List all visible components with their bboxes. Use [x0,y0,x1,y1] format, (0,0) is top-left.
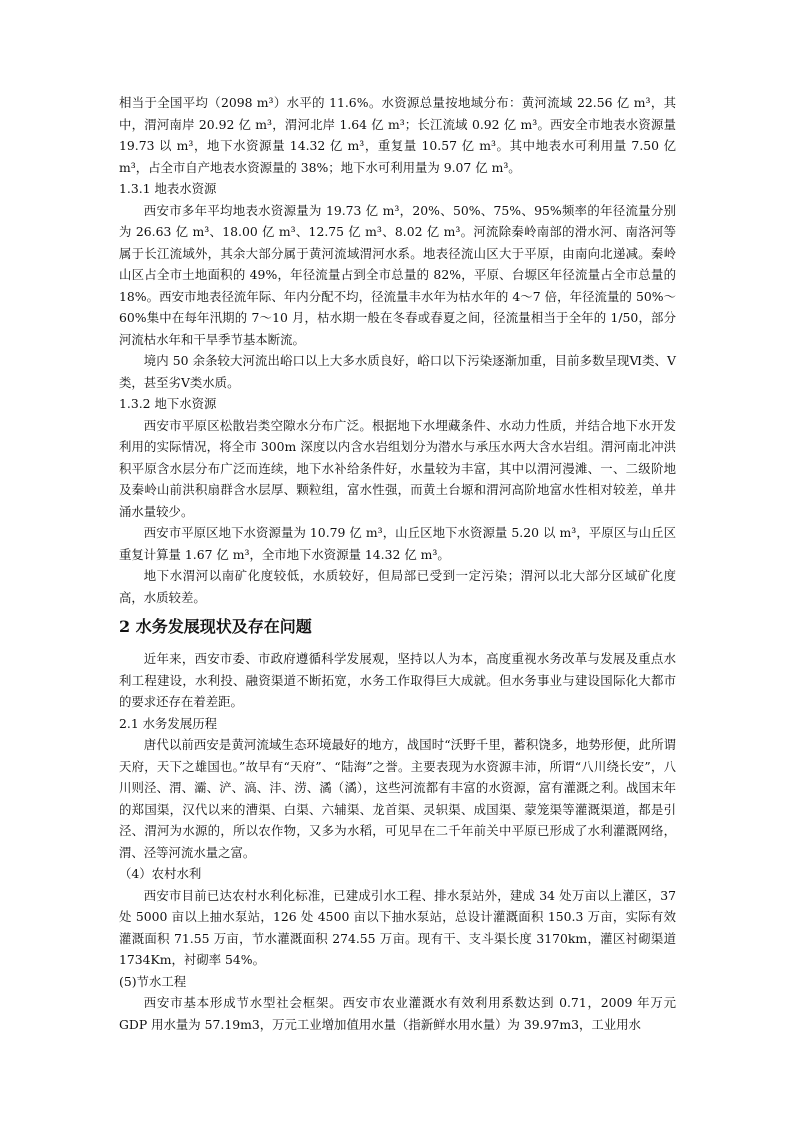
paragraph-surface-water: 西安市多年平均地表水资源量为 19.73 亿 m³，20%、50%、75%、95%频率的年径流量分别为 26.63 亿 m³、18.00 亿 m³、12.75 亿 m³、8.02 亿 m³。河流除秦岭南部的滑水河、南洛河等属于长江流域外，其余大部分属于黄河流域渭河水系。地表径流山区大于平原，由南向北递减。秦岭山区占全市土地面积的 49%，年径流量占到全市总量的 82%，平原、台塬区年径流量占全市总量的 18%。西安市地表径流年际、年内分配不均，径流量丰水年为枯水年的 4～7 倍，年径流量的 50%～60%集中在每年汛期的 7～10 月，枯水期一般在冬春或春夏之间，径流量相当于全年的 1/50，部分河流枯水年和干旱季节基本断流。 [119,202,676,347]
paragraph-history: 唐代以前西安是黄河流域生态环境最好的地方，战国时“沃野千里，蓄积饶多，地势形便，此所谓天府，天下之雄国也。”故早有“天府”、“陆海”之誉。主要表现为水资源丰沛，所谓“八川绕长安”，八川则泾、渭、灞、浐、滈、沣、涝、潏（潏），这些河流都有丰富的水资源，富有灌溉之利。战国末年的郑国渠，汉代以来的漕渠、白渠、六辅渠、龙首渠、灵轵渠、成国渠、蒙笼渠等灌溉渠道，都是引泾、渭河为水源的，所以农作物，又多为水稻，可见早在二千年前关中平原已形成了水利灌溉网络，渭、泾等河流水量之富。 [119,737,676,860]
paragraph-groundwater-quality: 地下水渭河以南矿化度较低，水质较好，但局部已受到一定污染；渭河以北大部分区域矿化度高，水质较差。 [119,568,676,605]
section-2-1-heading: 2.1 水务发展历程 [119,715,217,731]
paragraph-recent-development: 近年来，西安市委、市政府遵循科学发展观，坚持以人为本，高度重视水务改革与发展及重点水利工程建设，水利投、融资渠道不断拓宽，水务工作取得巨大成就。但水务事业与建设国际化大都市的要求还存在着差距。 [119,651,676,709]
paragraph-water-distribution: 相当于全国平均（2098 m³）水平的 11.6%。水资源总量按地域分布：黄河流域 22.56 亿 m³，其中，渭河南岸 20.92 亿 m³，渭河北岸 1.64 亿 m³；长江流域 0.92 亿 m³。西安全市地表水资源量 19.73 以 m³，地下水资源量 14.32 亿 m³，重复量 10.57 亿 m³。其中地表水可利用量 7.50 亿 m³，占全市自产地表水资源量的 38%；地下水可利用量为 9.07 亿 m³。 [119,95,676,175]
document-page [119,92,676,1035]
subsection-water-saving-heading: (5)节水工程 [119,973,187,989]
section-1-3-2-heading: 1.3.2 地下水资源 [119,396,217,411]
subsection-rural-water-heading: （4）农村水利 [119,866,202,881]
paragraph-water-saving: 西安市基本形成节水型社会框架。西安市农业灌溉水有效利用系数达到 0.71，2009 年万元 GDP 用水量为 57.19m3，万元工业增加值用水量（指新鲜水用水量）为 39.97m3，工业用水 [119,995,676,1032]
section-1-3-1-heading: 1.3.1 地表水资源 [119,181,217,196]
paragraph-groundwater-amount: 西安市平原区地下水资源量为 10.79 亿 m³，山丘区地下水资源量 5.20 以 m³，平原区与山丘区重复计算量 1.67 亿 m³，全市地下水资源量 14.32 亿 m³。 [119,525,676,562]
paragraph-rural-water: 西安市目前已达农村水利化标准，已建成引水工程、排水泵站外，建成 34 处万亩以上灌区，37 处 5000 亩以上抽水泵站，126 处 4500 亩以下抽水泵站，总设计灌溉面积 150.3 万亩，实际有效灌溉面积 71.55 万亩，节水灌溉面积 274.55 万亩。现有干、支斗渠长度 3170km，灌区衬砌渠道 1734Km，衬砌率 54%。 [119,887,676,967]
paragraph-river-quality: 境内 50 余条较大河流出峪口以上大多水质良好，峪口以下污染逐渐加重，目前多数呈现Ⅵ类、Ⅴ类，甚至劣Ⅴ类水质。 [119,353,676,390]
section-2-heading: 2 水务发展现状及存在问题 [119,617,312,636]
paragraph-groundwater-aquifer: 西安市平原区松散岩类空隙水分布广泛。根据地下水埋藏条件、水动力性质，并结合地下水开发利用的实际情况，将全市 300m 深度以内含水岩组划分为潜水与承压水两大含水岩组。渭河南北冲洪积平原含水层分布广泛而连续，地下水补给条件好，水量较为丰富，其中以渭河漫滩、一、二级阶地及秦岭山前洪积扇群含水层厚、颗粒组，富水性强，而黄土台塬和渭河高阶地富水性相对较差，单井涌水量较少。 [119,417,676,519]
